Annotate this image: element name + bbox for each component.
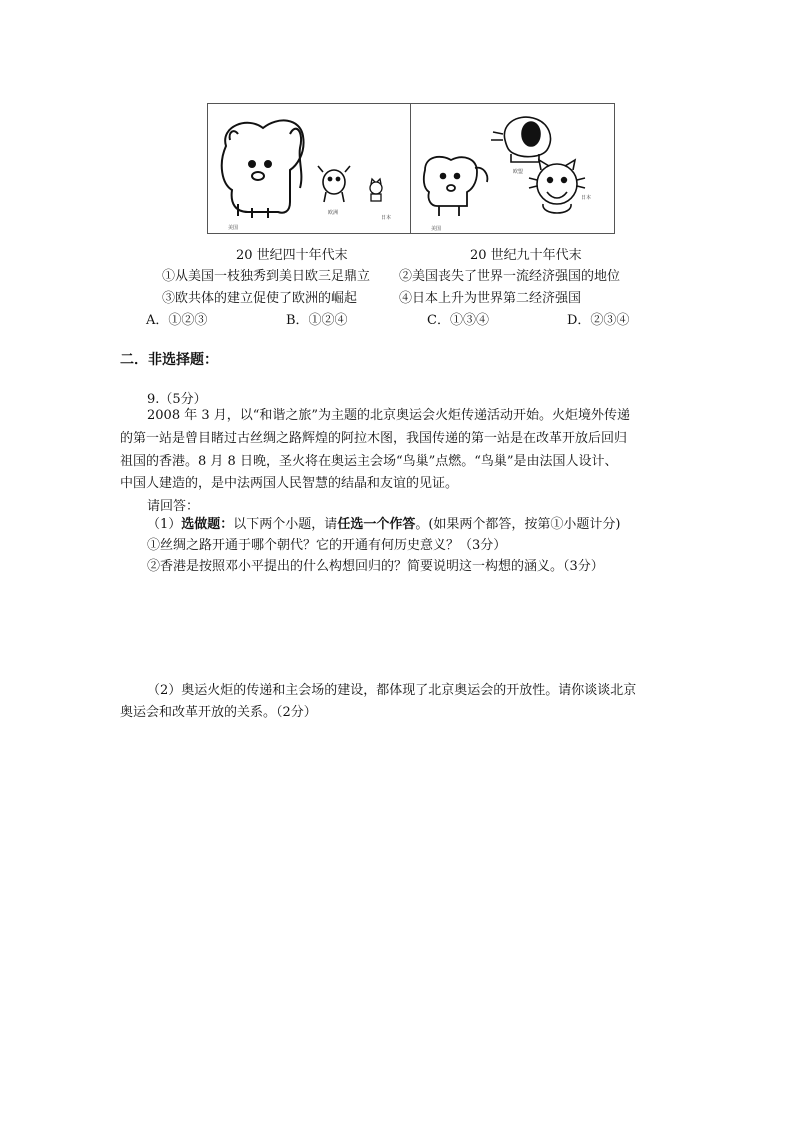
choice-a: A．①②③	[146, 313, 208, 328]
label-europe: 欧盟	[513, 169, 524, 175]
option-1: ①从美国一枝独秀到美日欧三足鼎立	[162, 269, 371, 284]
hippo-europe-icon	[491, 117, 551, 162]
sub-question-2-line-2: 奥运会和改革开放的关系。（2分）	[120, 705, 317, 720]
label-usa: 美国	[228, 225, 239, 231]
answer-prompt: 请回答：	[147, 499, 200, 514]
elephant-usa-icon	[222, 120, 304, 218]
sub-question-1-note: 。(如果两个都答，按第①小题计分)	[415, 517, 621, 532]
sub-question-2-line-1: （2）奥运火炬的传递和主会场的建设，都体现了北京奥运会的开放性。请你谈谈北京	[147, 683, 637, 698]
elective-label: 选做题：	[181, 517, 234, 532]
figure-panel-1940s	[207, 103, 411, 234]
label-europe: 欧洲	[328, 210, 339, 216]
tiger-japan-icon	[529, 160, 585, 213]
question-header: 9.（5分）	[147, 392, 207, 407]
caption-1940s: 20 世纪四十年代末	[236, 248, 348, 263]
passage-line-2: 的第一站是曾目睹过古丝绸之路辉煌的阿拉木图，我国传递的第一站是在改革开放后回归	[120, 431, 628, 446]
passage-line-1: 2008 年 3 月，以“和谐之旅”为主题的北京奥运会火炬传递活动开始。火炬境外传递	[147, 408, 631, 423]
choice-c: C．①③④	[427, 313, 489, 328]
sub-question-1	[147, 514, 620, 536]
label-japan: 日本	[381, 215, 392, 221]
sub-question-1-number: （1）	[147, 517, 182, 532]
elephant-usa-icon	[424, 157, 488, 216]
choice-d: D．②③④	[567, 313, 630, 328]
option-4: ④日本上升为世界第二经济强国	[399, 291, 582, 306]
choose-one-emphasis: 任选一个作答	[337, 517, 416, 532]
option-3: ③欧共体的建立促使了欧洲的崛起	[162, 291, 358, 306]
option-2: ②美国丧失了世界一流经济强国的地位	[399, 269, 621, 284]
figure-panel-1990s	[410, 103, 615, 234]
section-title: 二．非选择题：	[120, 352, 218, 368]
passage-line-4: 中国人建造的，是中法两国人民智慧的结晶和友谊的见证。	[120, 476, 459, 491]
cartoon-1940s-image	[208, 104, 410, 233]
cat-japan-icon	[370, 179, 382, 201]
sub-question-1-instruction: 以下两个小题，请	[233, 517, 338, 532]
label-japan: 日本	[581, 195, 592, 201]
choice-b: B．①②④	[286, 313, 348, 328]
cow-europe-icon	[318, 166, 350, 202]
caption-1990s: 20 世纪九十年代末	[470, 248, 582, 263]
label-usa: 美国	[431, 226, 442, 232]
passage-line-3: 祖国的香港。8 月 8 日晚，圣火将在奥运主会场“鸟巢”点燃。“鸟巢”是由法国人设计、	[120, 454, 618, 469]
sub-question-1b: ②香港是按照邓小平提出的什么构想回归的？简要说明这一构想的涵义。（3分）	[147, 559, 604, 574]
sub-question-1a: ①丝绸之路开通于哪个朝代？它的开通有何历史意义？（3分）	[147, 538, 507, 553]
